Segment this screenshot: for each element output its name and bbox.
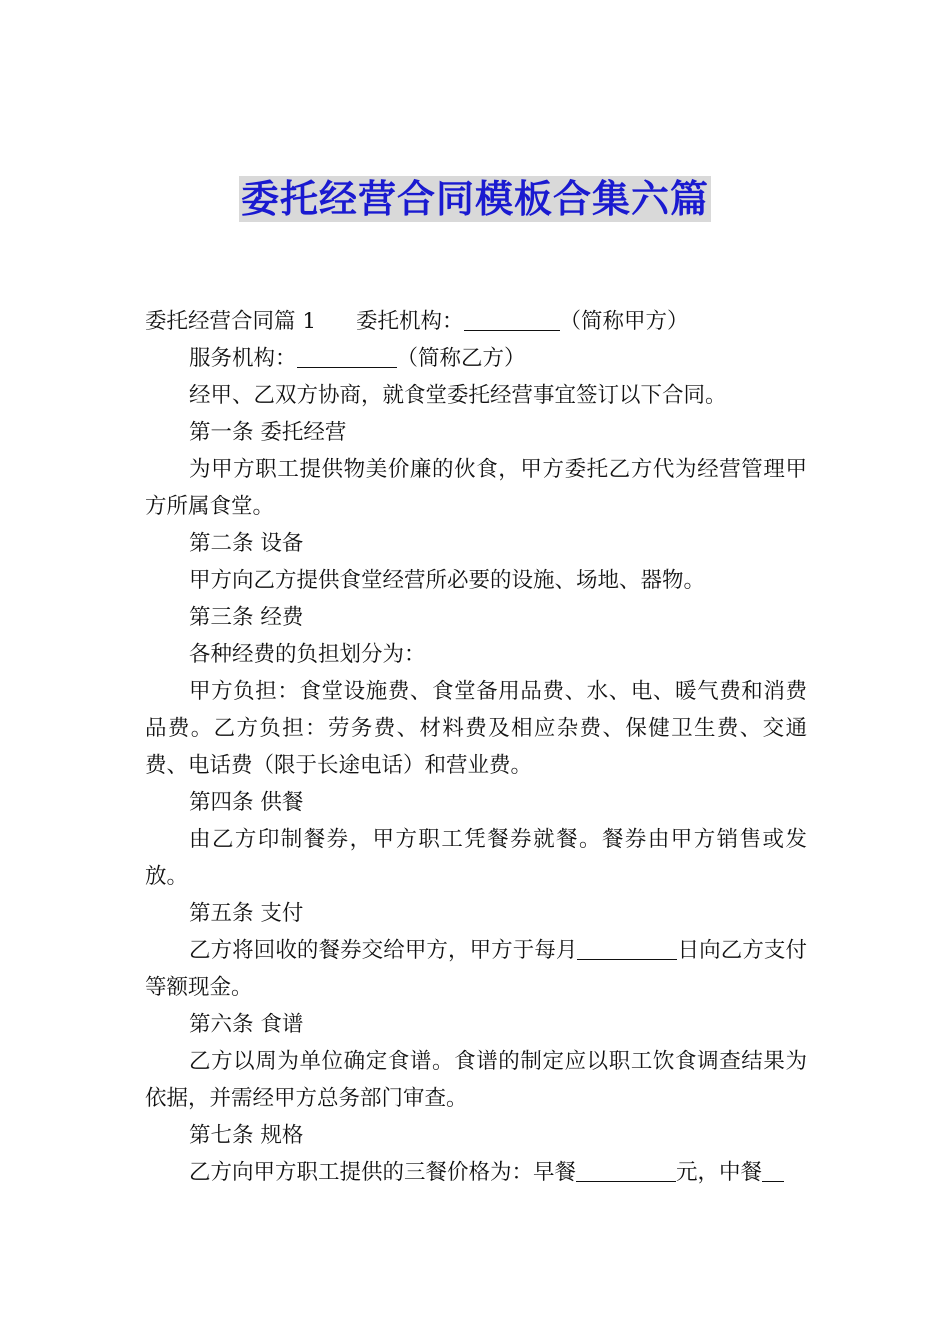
article-6-title: 第六条 食谱 bbox=[189, 1012, 304, 1037]
article-3-text-1: 各种经费的负担划分为： bbox=[189, 642, 426, 667]
article-4-title: 第四条 供餐 bbox=[189, 790, 304, 815]
paragraph-party-b bbox=[145, 340, 807, 377]
paragraph-preamble: 经甲、乙双方协商，就食堂委托经营事宜签订以下合同。 bbox=[189, 383, 727, 408]
party-a-blank bbox=[464, 309, 560, 332]
article-5-title: 第五条 支付 bbox=[189, 901, 304, 926]
party-b-blank bbox=[297, 346, 397, 369]
title-container bbox=[0, 176, 950, 222]
article-7-title: 第七条 规格 bbox=[189, 1123, 304, 1148]
party-b-note: （简称乙方） bbox=[396, 346, 526, 371]
contract-heading: 委托经营合同篇 1 bbox=[145, 309, 317, 334]
article-2-text: 甲方向乙方提供食堂经营所必要的设施、场地、器物。 bbox=[189, 568, 706, 593]
document-body bbox=[145, 303, 807, 1191]
article-3-text-2: 甲方负担：食堂设施费、食堂备用品费、水、电、暖气费和消费品费。乙方负担：劳务费、材料费及相应杂费、保健卫生费、交通费、电话费（限于长途电话）和营业费。 bbox=[145, 679, 807, 778]
article-3-title: 第三条 经费 bbox=[189, 605, 304, 630]
party-b-label: 服务机构： bbox=[189, 346, 297, 371]
document-title: 委托经营合同模板合集六篇 bbox=[240, 177, 709, 221]
payment-day-blank bbox=[577, 938, 677, 961]
article-5-text: 乙方将回收的餐券交给甲方，甲方于每月 日向乙方支付等额现金。 bbox=[145, 938, 807, 1000]
article-1-title: 第一条 委托经营 bbox=[189, 420, 347, 445]
party-a-label: 委托机构： bbox=[356, 309, 464, 334]
article-6-text: 乙方以周为单位确定食谱。食谱的制定应以职工饮食调查结果为依据，并需经甲方总务部门审查。 bbox=[145, 1049, 807, 1111]
breakfast-price-blank bbox=[576, 1160, 676, 1183]
paragraph-intro bbox=[145, 303, 807, 340]
lunch-price-blank bbox=[762, 1160, 784, 1183]
article-2-title: 第二条 设备 bbox=[189, 531, 304, 556]
party-a-note: （简称甲方） bbox=[559, 309, 689, 334]
article-1-text: 为甲方职工提供物美价廉的伙食，甲方委托乙方代为经营管理甲方所属食堂。 bbox=[145, 457, 807, 519]
article-4-text: 由乙方印制餐券，甲方职工凭餐券就餐。餐券由甲方销售或发放。 bbox=[145, 827, 807, 889]
article-7-text: 乙方向甲方职工提供的三餐价格为：早餐 元，中餐 bbox=[145, 1154, 807, 1191]
